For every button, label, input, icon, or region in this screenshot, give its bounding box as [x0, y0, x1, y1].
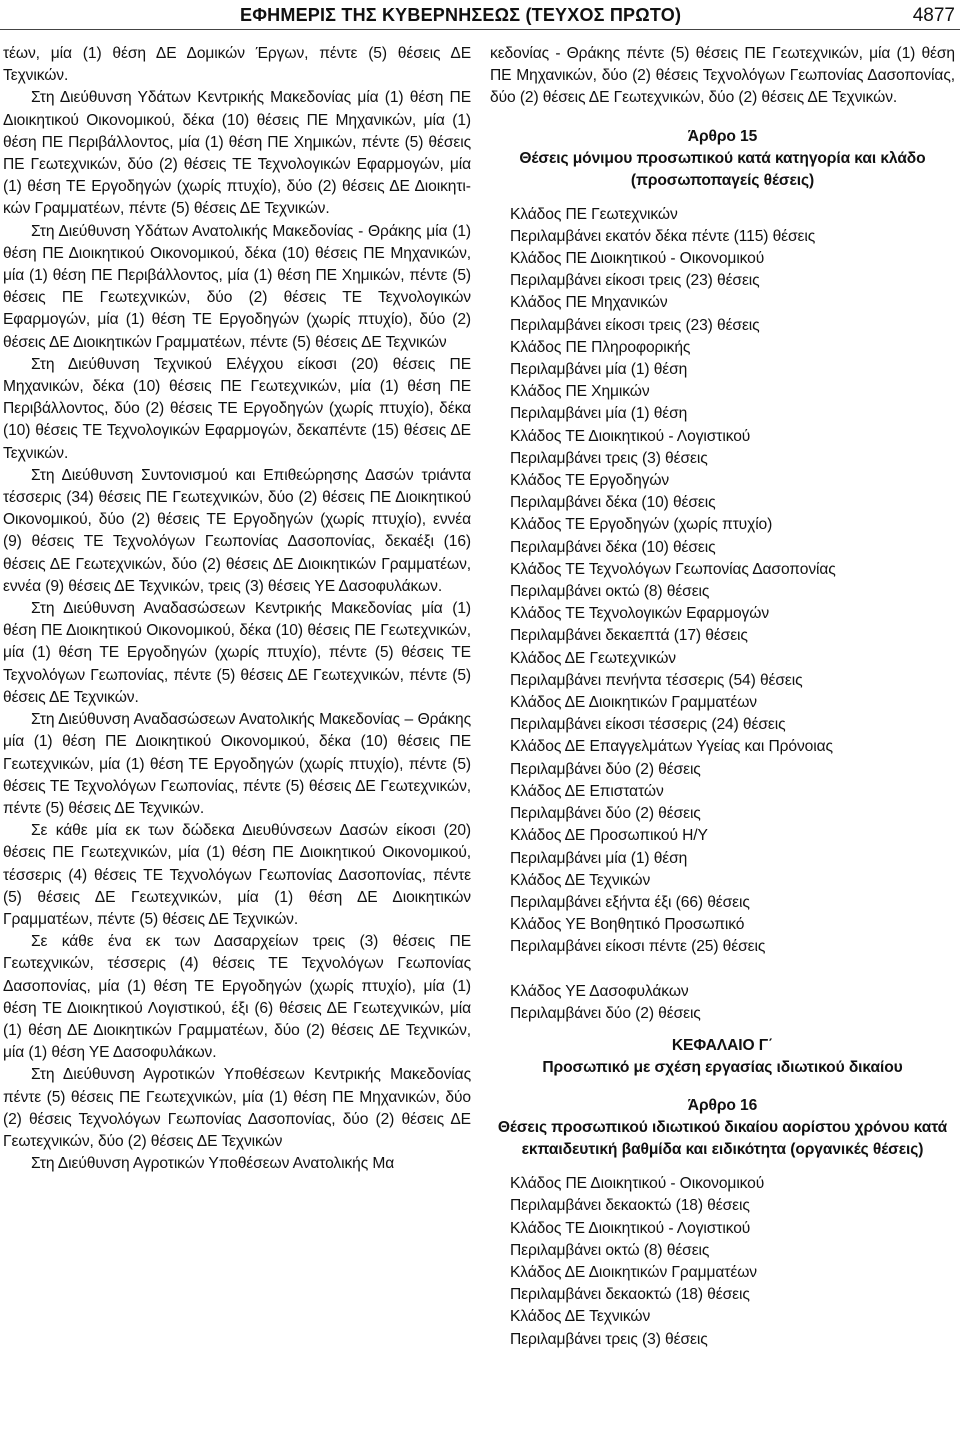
list-item: Κλάδος ΔΕ Προσωπικού Η/Υ — [510, 827, 708, 845]
list-item: Κλάδος ΔΕ Γεωτεχνικών — [510, 649, 676, 667]
list-item: Περιλαμβάνει πενήντα τέσσερις (54) θέσεις — [510, 671, 803, 689]
list-item: Κλάδος ΠΕ Πληροφορικής — [510, 338, 691, 356]
list-item: Κλάδος ΤΕ Εργοδηγών (χωρίς πτυχίο) — [510, 516, 773, 534]
list-item: Κλάδος ΠΕ Μηχανικών — [510, 294, 668, 312]
list-item: Κλάδος ΔΕ Διοικητικών Γραμματέων — [510, 1263, 757, 1281]
paragraph: κεδονίας - Θράκης πέντε (5) θέσεις ΠΕ Γεωτεχνικών, μία (1) θέση ΠΕ Μηχανικών, δύο (2) θέσεις Τεχνολόγων Γεωπονίας Δασοπονίας, δύο (2) θέσεις ΔΕ Γεωτεχνικών, δύο (2) θέσεις ΔΕ Τεχνικών. — [490, 45, 955, 107]
list-item: Περιλαμβάνει μία (1) θέση — [510, 361, 688, 379]
list-item: Κλάδος ΤΕ Τεχνολογικών Εφαρμογών — [510, 605, 770, 623]
list-item: Περιλαμβάνει δεκαεπτά (17) θέσεις — [510, 627, 748, 645]
page-number: 4877 — [912, 5, 955, 26]
spacer — [490, 959, 955, 981]
list-item: Κλάδος ΔΕ Επαγγελμάτων Υγείας και Πρόνοιας — [510, 738, 833, 756]
article-16-number: Άρθρο 16 — [687, 1097, 758, 1115]
paragraph: Στη Διεύθυνση Αναδασώσεων Ανατολικής Μακεδονίας – Θράκης μία (1) θέση ΠΕ Διοικητικού Οικονομικού, δέκα (10) θέσεις ΠΕ Γεωτεχνικών, μία (1) θέση ΤΕ Εργοδηγών (χωρίς πτυχίο), πέντε (5) θέσεις ΤΕ Τεχνολόγων Γεωπονίας, πέντε (5) θέσεις ΔΕ Γεωτεχνικών, πέντε (5) θέσεις ΔΕ Τεχνικών. — [3, 711, 471, 817]
list-item: Περιλαμβάνει είκοσι τρεις (23) θέσεις — [510, 272, 760, 290]
list-item: Περιλαμβάνει δύο (2) θέσεις — [510, 1004, 701, 1022]
list-item: Κλάδος ΤΕ Διοικητικού - Λογιστικού — [510, 1219, 751, 1237]
paragraph: Στη Διεύθυνση Τεχνικού Ελέγχου είκοσι (20) θέσεις ΠΕ Μηχανικών, δέκα (10) θέσεις ΠΕ Γεωτεχνικών, μία (1) θέση ΠΕ Περιβάλλοντος, δύο (2) θέσεις ΤΕ Εργοδηγών (χωρίς πτυχίο), δέκα (10) θέσεις ΤΕ Τεχνολογικών Εφαρμογών, δεκαπέντε (15) θέσεις ΔΕ Τεχνικών. — [3, 355, 471, 462]
article-15-number: Άρθρο 15 — [687, 127, 758, 145]
list-item: Κλάδος ΔΕ Τεχνικών — [510, 871, 651, 889]
list-item: Κλάδος ΤΕ Εργοδηγών — [510, 472, 670, 490]
list-item: Κλάδος ΤΕ Τεχνολόγων Γεωπονίας Δασοπονίας — [510, 560, 836, 578]
list-item: Περιλαμβάνει οκτώ (8) θέσεις — [510, 583, 710, 601]
list-item: Περιλαμβάνει τρεις (3) θέσεις — [510, 1330, 708, 1348]
list-item: Κλάδος ΥΕ Δασοφυλάκων — [510, 982, 689, 1000]
list-item: Περιλαμβάνει εξήντα έξι (66) θέσεις — [510, 893, 750, 911]
list-item: Κλάδος ΥΕ Βοηθητικό Προσωπικό — [510, 916, 745, 934]
list-item: Περιλαμβάνει δέκα (10) θέσεις — [510, 494, 716, 512]
list-item: Περιλαμβάνει εκατόν δέκα πέντε (115) θέσεις — [510, 227, 816, 245]
paragraph: Σε κάθε μία εκ των δώδεκα Διευθύνσεων Δασών είκοσι (20) θέσεις ΠΕ Γεωτεχνικών, μία (1) θέση ΠΕ Διοικητικού Οικονομικού, τέσσερις (4) θέσεις ΤΕ Τεχνολόγων Γεωπονίας Δασοπονίας, πέντε (5) θέσεις ΔΕ Γεωτεχνικών, μία (1) θέση ΔΕ Διοικητικών Γραμματέων, πέντε (5) θέσεις ΔΕ Τεχνικών. — [3, 822, 471, 928]
paragraph: Στη Διεύθυνση Αναδασώσεων Κεντρικής Μακεδονίας μία (1) θέση ΠΕ Διοικητικού Οικονομικού, δέκα (10) θέσεις ΠΕ Γεωτεχνικών, μία (1) θέση ΤΕ Εργοδηγών (χωρίς πτυχίο), πέντε (5) θέσεις ΤΕ Τεχνολόγων Γεωπονίας, πέντε (5) θέσεις ΔΕ Γεωτεχνικών, πέντε (5) θέσεις ΔΕ Τεχνικών. — [3, 600, 471, 706]
list-item: Περιλαμβάνει είκοσι τέσσερις (24) θέσεις — [510, 716, 786, 734]
chapter-title: Προσωπικό με σχέση εργασίας ιδιωτικού δικαίου — [542, 1059, 903, 1077]
list-item: Κλάδος ΔΕ Τεχνικών — [510, 1308, 651, 1326]
page-header — [0, 0, 960, 30]
paragraph: Στη Διεύθυνση Υδάτων Ανατολικής Μακεδονίας - Θράκης μία (1) θέση ΠΕ Διοικητικού Οικονομικού, δέκα (10) θέσεις ΠΕ Μηχανικών, μία (1) θέση ΠΕ Περιβάλλοντος, μία (1) θέση ΠΕ Χημικών, πέντε (5) θέσεις ΠΕ Γεωτεχνικών, δύο (2) θέσεις ΤΕ Τεχνολογικών Εφαρμογών, μία (1) θέση ΤΕ Εργοδηγών (χωρίς πτυχίο), δύο (2) θέσεις ΔΕ Διοικητικών Γραμματέων, πέντε (5) θέσεις ΔΕ Τεχνικών — [3, 222, 471, 351]
paragraph: Στη Διεύθυνση Συντονισμού και Επιθεώρησης Δασών τριάντα τέσσερις (34) θέσεις ΠΕ Γεωτεχνικών, δύο (2) θέσεις ΠΕ Διοικητικού Οικονομικού, δύο (2) θέσεις ΤΕ Εργοδηγών (χωρίς πτυχίο), εννέα (9) θέσεις ΤΕ Τεχνολόγων Γεωπονίας Δασοπονίας, δεκαέξι (16) θέσεις ΔΕ Γεωτεχνικών, δύο (2) θέσεις ΔΕ Διοικητικών Γραμματέων, εννέα (9) θέσεις ΔΕ Τεχνικών, τρεις (3) θέσεις ΥΕ Δασοφυλάκων. — [3, 466, 471, 595]
paragraph: Στη Διεύθυνση Υδάτων Κεντρικής Μακεδονίας μία (1) θέση ΠΕ Διοικητικού Οικονομικού, δέκα (10) θέσεις ΠΕ Μηχανικών, μία (1) θέση ΠΕ Περιβάλλοντος, μία (1) θέση ΠΕ Χημικών, πέντε (5) θέσεις ΠΕ Γεωτεχνικών, δύο (2) θέσεις ΤΕ Τεχνολογικών Εφαρμογών, μία (1) θέση ΤΕ Εργοδηγών (χωρίς πτυχίο), δύο (2) θέσεις ΔΕ Διοικητικών Γραμματέων, πέντε (5) θέσεις ΔΕ Τεχνικών. — [3, 89, 471, 218]
list-item: Περιλαμβάνει είκοσι τρεις (23) θέσεις — [510, 316, 760, 334]
list-item: Περιλαμβάνει μία (1) θέση — [510, 405, 688, 423]
right-column — [490, 43, 955, 1351]
list-item: Περιλαμβάνει οκτώ (8) θέσεις — [510, 1241, 710, 1259]
gazette-title: ΕΦΗΜΕΡΙΣ ΤΗΣ ΚΥΒΕΡΝΗΣΕΩΣ (ΤΕΥΧΟΣ ΠΡΩΤΟ) — [240, 5, 682, 25]
list-item: Κλάδος ΔΕ Επιστατών — [510, 782, 664, 800]
article-16-list — [490, 1173, 955, 1351]
list-item: Περιλαμβάνει είκοσι πέντε (25) θέσεις — [510, 938, 766, 956]
chapter-number: ΚΕΦΑΛΑΙΟ Γ΄ — [671, 1036, 774, 1054]
article-15-title: Θέσεις μόνιμου προσωπικού κατά κατηγορία και κλάδο (προσωποπαγείς θέσεις) — [519, 149, 926, 189]
paragraph: Στη Διεύθυνση Αγροτικών Υποθέσεων Κεντρικής Μακεδονίας πέντε (5) θέσεις ΠΕ Γεωτεχνικών, μία (1) θέση ΠΕ Μηχανικών, δύο (2) θέσεις Τεχνολόγων Γεωπονίας Δασοπονίας, δύο (2) θέσεις ΔΕ Γεωτεχνικών, δύο (2) θέσεις ΔΕ Τεχνικών — [3, 1066, 471, 1150]
left-column — [3, 43, 471, 1175]
paragraph: Στη Διεύθυνση Αγροτικών Υποθέσεων Ανατολικής Μα — [31, 1155, 395, 1173]
list-item: Περιλαμβάνει δέκα (10) θέσεις — [510, 538, 716, 556]
list-item: Περιλαμβάνει τρεις (3) θέσεις — [510, 449, 708, 467]
list-item: Περιλαμβάνει δεκαοκτώ (18) θέσεις — [510, 1197, 750, 1215]
list-item: Κλάδος ΠΕ Διοικητικού - Οικονομικού — [510, 1175, 765, 1193]
list-item: Περιλαμβάνει μία (1) θέση — [510, 849, 688, 867]
paragraph: Σε κάθε ένα εκ των Δασαρχείων τρεις (3) θέσεις ΠΕ Γεωτεχνικών, τέσσερις (4) θέσεις ΤΕ Τεχνολόγων Γεωπονίας Δασοπονίας, μία (1) θέση ΤΕ Εργοδηγών (χωρίς πτυχίο), μία (1) θέση ΤΕ Διοικητικού Λογιστικού, έξι (6) θέσεις ΔΕ Γεωτεχνικών, μία (1) θέση ΔΕ Διοικητικών Γραμματέων, δύο (2) θέσεις ΔΕ Τεχνικών, μία (1) θέση ΥΕ Δασοφυλάκων. — [3, 933, 471, 1062]
list-item: Περιλαμβάνει δύο (2) θέσεις — [510, 760, 701, 778]
list-item: Περιλαμβάνει δεκαοκτώ (18) θέσεις — [510, 1286, 750, 1304]
list-item: Κλάδος ΔΕ Διοικητικών Γραμματέων — [510, 694, 757, 712]
header-rule — [0, 29, 960, 30]
article-16-title: Θέσεις προσωπικού ιδιωτικού δικαίου αορίστου χρόνου κατά εκπαιδευτική βαθμίδα και ειδικότητα (οργανικές θέσεις) — [497, 1119, 948, 1159]
list-item: Περιλαμβάνει δύο (2) θέσεις — [510, 805, 701, 823]
article-15-list — [490, 204, 955, 1025]
list-item: Κλάδος ΤΕ Διοικητικού - Λογιστικού — [510, 427, 751, 445]
list-item: Κλάδος ΠΕ Χημικών — [510, 383, 650, 401]
list-item: Κλάδος ΠΕ Διοικητικού - Οικονομικού — [510, 250, 765, 268]
paragraph: τέων, μία (1) θέση ΔΕ Δομικών Έργων, πέντε (5) θέσεις ΔΕ Τεχνικών. — [3, 45, 471, 85]
list-item: Κλάδος ΠΕ Γεωτεχνικών — [510, 205, 678, 223]
